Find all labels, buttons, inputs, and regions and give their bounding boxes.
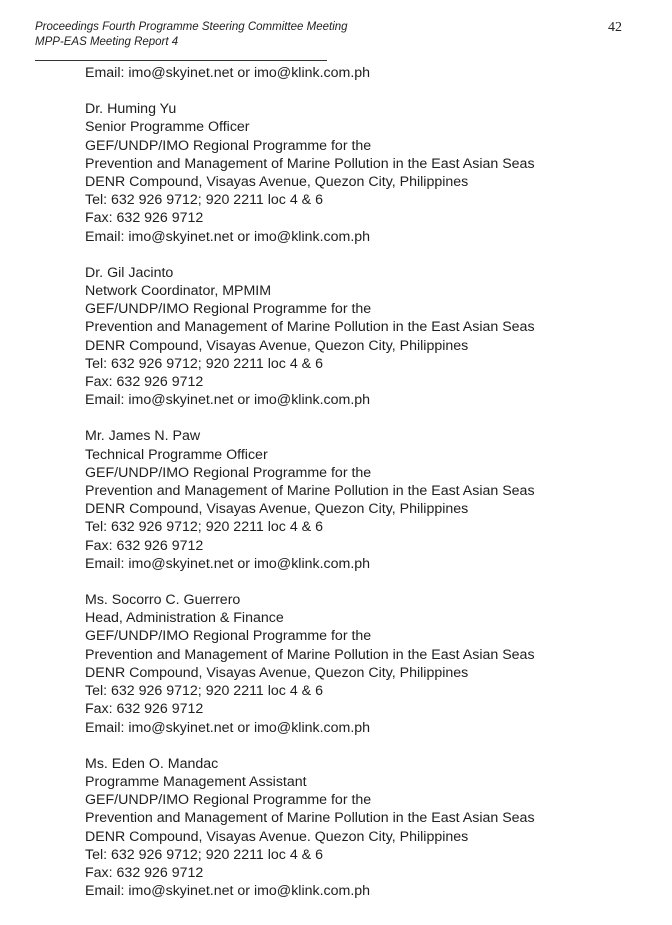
contact-title: Network Coordinator, MPMIM — [85, 283, 272, 300]
contact-list — [85, 64, 645, 900]
contact-fax: Fax: 632 926 9712 — [85, 864, 204, 881]
contact-fax: Fax: 632 926 9712 — [85, 374, 204, 391]
continued-email: Email: imo@skyinet.net or imo@klink.com.ph — [85, 65, 371, 81]
contact-organization-detail: Prevention and Management of Marine Pollution in the East Asian Seas — [85, 319, 535, 336]
contact-organization-detail: Prevention and Management of Marine Pollution in the East Asian Seas — [85, 810, 535, 827]
contact-tel: Tel: 632 926 9712; 920 2211 loc 4 & 6 — [85, 355, 323, 372]
contact-email: Email: imo@skyinet.net or imo@klink.com.ph — [85, 228, 371, 245]
contact-email: Email: imo@skyinet.net or imo@klink.com.ph — [85, 392, 371, 409]
contact-address: DENR Compound, Visayas Avenue, Quezon City, Philippines — [85, 501, 469, 518]
contact-title: Programme Management Assistant — [85, 773, 307, 790]
contact-organization: GEF/UNDP/IMO Regional Programme for the — [85, 301, 372, 318]
contact-name: Ms. Socorro C. Guerrero — [85, 592, 241, 609]
contact-organization-detail: Prevention and Management of Marine Pollution in the East Asian Seas — [85, 646, 535, 663]
contact-name: Ms. Eden O. Mandac — [85, 755, 219, 772]
contact-name: Mr. James N. Paw — [85, 428, 201, 445]
contact-organization: GEF/UNDP/IMO Regional Programme for the — [85, 137, 372, 154]
page-header — [35, 20, 635, 50]
header-title: Proceedings Fourth Programme Steering Committee Meeting — [35, 21, 348, 33]
contact-title: Technical Programme Officer — [85, 446, 268, 463]
contact-address: DENR Compound, Visayas Avenue, Quezon City, Philippines — [85, 337, 469, 354]
contact-organization: GEF/UNDP/IMO Regional Programme for the — [85, 628, 372, 645]
contact-address: DENR Compound, Visayas Avenue. Quezon City, Philippines — [85, 828, 469, 845]
contact-entry — [85, 100, 645, 246]
contact-address: DENR Compound, Visayas Avenue, Quezon City, Philippines — [85, 664, 469, 681]
contact-organization: GEF/UNDP/IMO Regional Programme for the — [85, 792, 372, 809]
contact-entry — [85, 591, 645, 737]
contact-fax: Fax: 632 926 9712 — [85, 537, 204, 554]
contact-entry — [85, 755, 645, 901]
contact-email: Email: imo@skyinet.net or imo@klink.com.ph — [85, 719, 371, 736]
contact-entry — [85, 264, 645, 410]
contact-tel: Tel: 632 926 9712; 920 2211 loc 4 & 6 — [85, 519, 323, 536]
contact-organization-detail: Prevention and Management of Marine Pollution in the East Asian Seas — [85, 155, 535, 172]
contact-tel: Tel: 632 926 9712; 920 2211 loc 4 & 6 — [85, 192, 323, 209]
contact-organization-detail: Prevention and Management of Marine Pollution in the East Asian Seas — [85, 483, 535, 500]
contact-email: Email: imo@skyinet.net or imo@klink.com.ph — [85, 555, 371, 572]
contact-title: Head, Administration & Finance — [85, 610, 284, 627]
contact-tel: Tel: 632 926 9712; 920 2211 loc 4 & 6 — [85, 846, 323, 863]
contact-name: Dr. Huming Yu — [85, 101, 177, 118]
contact-organization: GEF/UNDP/IMO Regional Programme for the — [85, 464, 372, 481]
contact-address: DENR Compound, Visayas Avenue, Quezon City, Philippines — [85, 174, 469, 191]
header-subtitle: MPP-EAS Meeting Report 4 — [35, 36, 179, 48]
contact-fax: Fax: 632 926 9712 — [85, 701, 204, 718]
header-divider — [35, 60, 327, 61]
contact-email: Email: imo@skyinet.net or imo@klink.com.ph — [85, 883, 371, 900]
contact-entry — [85, 427, 645, 573]
contact-title: Senior Programme Officer — [85, 119, 250, 136]
page-number: 42 — [608, 20, 622, 35]
contact-fax: Fax: 632 926 9712 — [85, 210, 204, 227]
contact-name: Dr. Gil Jacinto — [85, 264, 174, 281]
contact-tel: Tel: 632 926 9712; 920 2211 loc 4 & 6 — [85, 683, 323, 700]
